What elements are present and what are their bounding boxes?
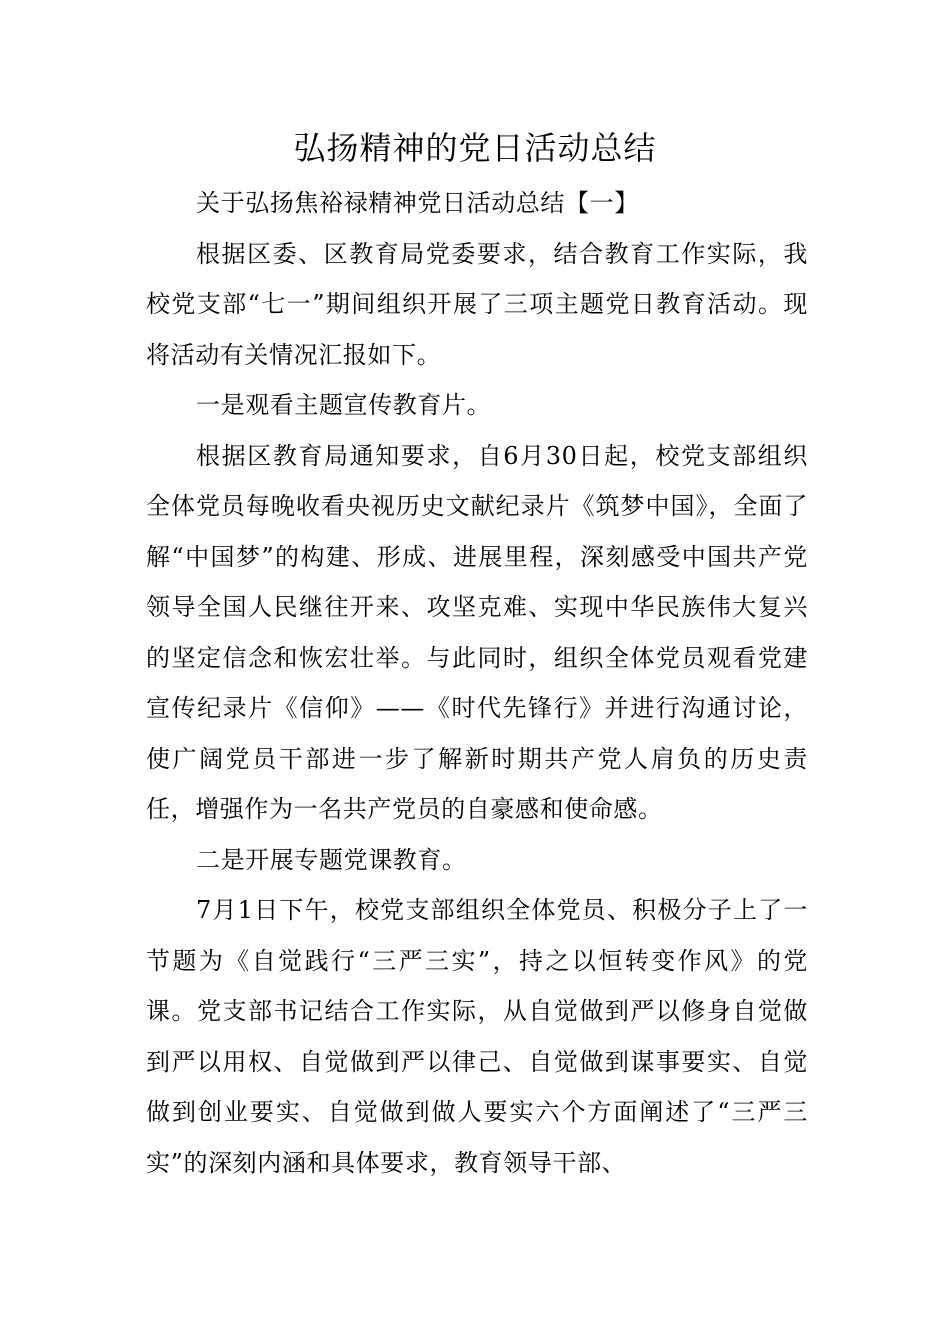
paragraph-section-one: 根据区教育局通知要求，自6月30日起，校党支部组织全体党员每晚收看央视历史文献纪录片《筑梦中国》，全面了解“中国梦”的构建、形成、进展里程，深刻感受中国共产党领导全国人民继往开来、攻坚克难、实现中华民族伟大复兴的坚定信念和恢宏壮举。与此同时，组织全体党员观看党建宣传纪录片《信仰》——《时代先锋行》并进行沟通讨论，使广阔党员干部进一步了解新时期共产党人肩负的历史责任，增强作为一名共产党员的自豪感和使命感。 bbox=[146, 441, 808, 823]
paragraph-section-two: 7月1日下午，校党支部组织全体党员、积极分子上了一节题为《自觉践行“三严三实”，持之以恒转变作风》的党课。党支部书记结合工作实际，从自觉做到严以修身自觉做到严以用权、自觉做到严以律己、自觉做到谋事要实、自觉做到创业要实、自觉做到做人要实六个方面阐述了“三严三实”的深刻内涵和具体要求，教育领导干部、 bbox=[146, 896, 808, 1177]
document-title: 弘扬精神的党日活动总结 bbox=[293, 129, 657, 167]
paragraph-heading-one: 一是观看主题宣传教育片。 bbox=[196, 391, 492, 419]
paragraph-subtitle: 关于弘扬焦裕禄精神党日活动总结【一】 bbox=[196, 189, 639, 217]
paragraph-intro: 根据区委、区教育局党委要求，结合教育工作实际，我校党支部“七一”期间组织开展了三项主题党日教育活动。现将活动有关情况汇报如下。 bbox=[146, 239, 808, 369]
paragraph-heading-two: 二是开展专题党课教育。 bbox=[196, 845, 467, 874]
document-body bbox=[146, 178, 808, 1188]
